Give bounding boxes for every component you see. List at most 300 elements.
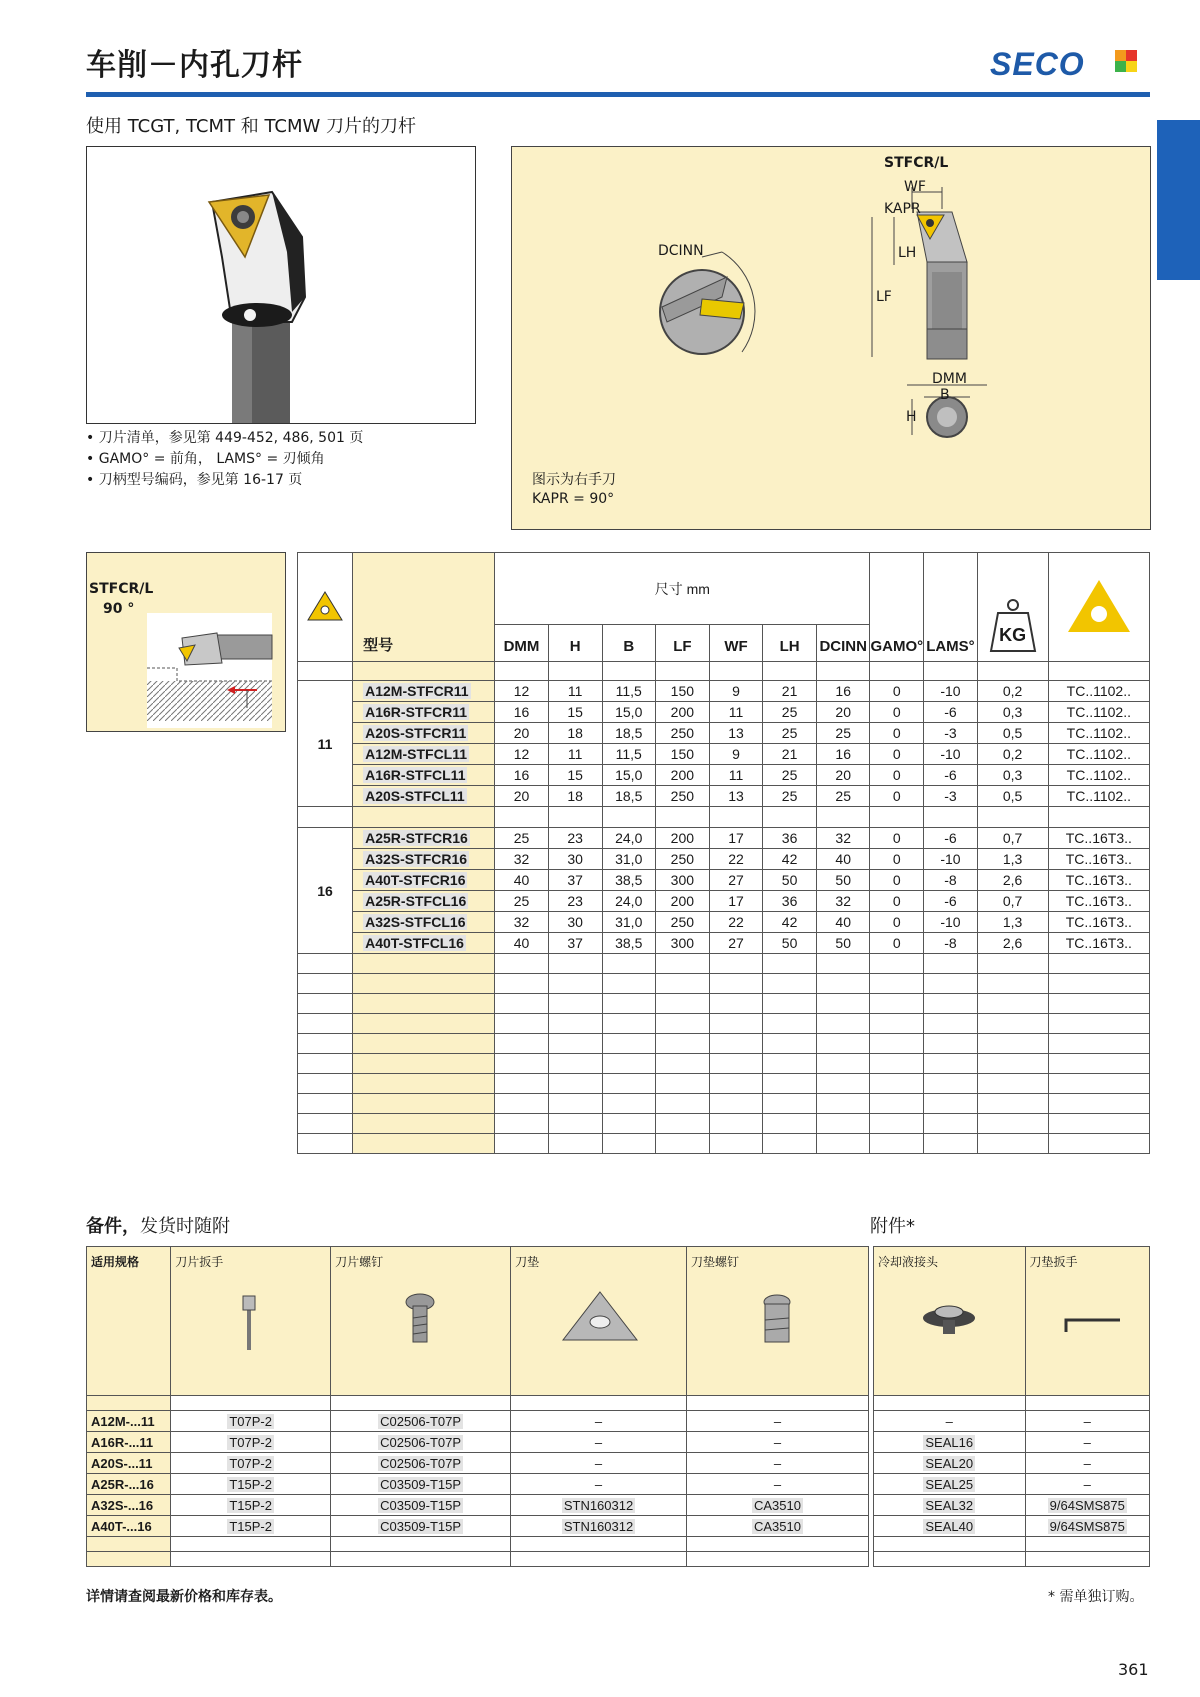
empty-cell <box>687 1552 869 1567</box>
table-cell: 30 <box>548 849 602 870</box>
table-cell: 50 <box>817 870 870 891</box>
kg-label: KG <box>999 625 1027 645</box>
part-code: T15P-2 <box>229 1476 272 1492</box>
model-cell <box>353 912 495 933</box>
part-code: C02506-T07P <box>380 1434 462 1450</box>
col-header: WF <box>709 625 762 662</box>
header-rule <box>86 92 1150 97</box>
part-cell <box>1025 1411 1150 1432</box>
acc-header-size: 适用规格 <box>87 1247 171 1396</box>
empty-cell <box>763 1114 817 1134</box>
dim-b: B <box>940 387 950 403</box>
part-cell <box>171 1474 331 1495</box>
empty-cell <box>977 1034 1048 1054</box>
part-code: SEAL40 <box>925 1518 974 1534</box>
table-cell: 18,5 <box>602 723 655 744</box>
table-cell: 50 <box>763 870 817 891</box>
empty-cell <box>353 974 495 994</box>
empty-cell <box>655 1054 709 1074</box>
table-cell: 16 <box>495 702 548 723</box>
empty-cell <box>709 807 762 828</box>
table-cell: 40 <box>495 870 548 891</box>
part-code: – <box>1083 1476 1091 1492</box>
part-cell <box>687 1495 869 1516</box>
size-cell: A16R-...11 <box>87 1432 171 1453</box>
part-code: SEAL25 <box>925 1476 974 1492</box>
table-cell: -3 <box>924 723 977 744</box>
table-cell: 1,3 <box>977 912 1048 933</box>
part-code: – <box>594 1455 603 1471</box>
table-row <box>87 1516 869 1537</box>
empty-cell <box>709 974 762 994</box>
table-cell: 50 <box>763 933 817 954</box>
part-cell <box>331 1432 511 1453</box>
table-cell: TC..1102.. <box>1048 765 1149 786</box>
empty-cell <box>298 954 353 974</box>
empty-cell <box>548 954 602 974</box>
table-row <box>298 870 1150 891</box>
empty-cell <box>298 974 353 994</box>
part-cell <box>687 1516 869 1537</box>
acc-header-label: 冷却液接头 <box>878 1255 939 1269</box>
table-cell: 200 <box>655 702 709 723</box>
dim-lh: LH <box>898 245 917 261</box>
empty-cell <box>977 974 1048 994</box>
acc-header-label: 刀片扳手 <box>175 1255 224 1269</box>
table-cell: TC..16T3.. <box>1048 870 1149 891</box>
empty-cell <box>495 974 548 994</box>
empty-cell <box>655 1094 709 1114</box>
acc-header-shim-screw <box>687 1247 869 1396</box>
empty-cell <box>655 1014 709 1034</box>
empty-cell <box>817 1034 870 1054</box>
empty-cell <box>495 954 548 974</box>
empty-cell <box>817 1074 870 1094</box>
empty-cell <box>763 1034 817 1054</box>
table-cell: 15 <box>548 765 602 786</box>
empty-cell <box>353 1054 495 1074</box>
empty-cell <box>817 1094 870 1114</box>
table-cell: 11,5 <box>602 744 655 765</box>
part-cell <box>874 1432 1026 1453</box>
table-cell: 21 <box>763 744 817 765</box>
empty-cell <box>817 807 870 828</box>
table-row <box>298 933 1150 954</box>
table-cell: 250 <box>655 723 709 744</box>
empty-cell <box>331 1552 511 1567</box>
part-cell <box>331 1453 511 1474</box>
empty-cell <box>709 1094 762 1114</box>
empty-cell <box>709 994 762 1014</box>
empty-cell <box>924 1034 977 1054</box>
spacer-row <box>298 974 1150 994</box>
model-cell <box>353 786 495 807</box>
part-code: C03509-T15P <box>380 1476 462 1492</box>
empty-cell <box>709 662 762 681</box>
empty-cell <box>977 1114 1048 1134</box>
part-cell <box>1025 1474 1150 1495</box>
empty-cell <box>709 1034 762 1054</box>
table-cell: 24,0 <box>602 828 655 849</box>
table-cell: 0 <box>870 681 924 702</box>
empty-cell <box>817 662 870 681</box>
model-code: A32S-STFCR16 <box>365 851 468 867</box>
model-code: A20S-STFCR11 <box>365 725 467 741</box>
model-code: A25R-STFCR16 <box>365 830 468 846</box>
table-cell: TC..16T3.. <box>1048 912 1149 933</box>
table-cell: 20 <box>495 786 548 807</box>
part-cell <box>331 1474 511 1495</box>
empty-cell <box>687 1396 869 1411</box>
table-cell: TC..16T3.. <box>1048 891 1149 912</box>
orientation-sketch <box>87 553 285 731</box>
table-cell: 0 <box>870 912 924 933</box>
table-cell: 42 <box>763 849 817 870</box>
part-code: T15P-2 <box>229 1497 272 1513</box>
table-cell: 13 <box>709 723 762 744</box>
empty-cell <box>763 994 817 1014</box>
table-row <box>87 1432 869 1453</box>
empty-cell <box>817 1054 870 1074</box>
table-row <box>298 828 1150 849</box>
empty-cell <box>655 954 709 974</box>
table-cell: 15,0 <box>602 702 655 723</box>
part-code: SEAL32 <box>925 1497 974 1513</box>
spacer-row <box>87 1537 869 1552</box>
table-cell: 42 <box>763 912 817 933</box>
table-cell: 25 <box>763 765 817 786</box>
table-row <box>87 1495 869 1516</box>
empty-cell <box>655 1034 709 1054</box>
table-cell: 11 <box>548 744 602 765</box>
empty-cell <box>709 1054 762 1074</box>
empty-cell <box>548 1094 602 1114</box>
table-row <box>874 1474 1150 1495</box>
empty-cell <box>709 1134 762 1154</box>
table-cell: 0 <box>870 933 924 954</box>
empty-cell <box>298 1134 353 1154</box>
table-cell: 15 <box>548 702 602 723</box>
table-cell: 200 <box>655 891 709 912</box>
panel-label: STFCR/L <box>89 581 154 597</box>
triangle-insert-icon <box>305 589 345 623</box>
part-code: C03509-T15P <box>380 1497 462 1513</box>
empty-cell <box>763 807 817 828</box>
empty-cell <box>1048 1074 1149 1094</box>
table-cell: 0,2 <box>977 681 1048 702</box>
table-cell: 15,0 <box>602 765 655 786</box>
empty-cell <box>548 1034 602 1054</box>
col-header: LF <box>655 625 709 662</box>
empty-cell <box>495 1134 548 1154</box>
empty-cell <box>298 1114 353 1134</box>
empty-cell <box>817 1114 870 1134</box>
empty-cell <box>924 1094 977 1114</box>
empty-cell <box>655 807 709 828</box>
empty-cell <box>602 1094 655 1114</box>
table-cell: 27 <box>709 933 762 954</box>
empty-cell <box>171 1537 331 1552</box>
part-code: T07P-2 <box>229 1455 272 1471</box>
table-cell: 11,5 <box>602 681 655 702</box>
part-code: STN160312 <box>563 1497 634 1513</box>
spacer-row <box>298 994 1150 1014</box>
empty-cell <box>511 1552 687 1567</box>
table-row <box>87 1453 869 1474</box>
table-cell: 11 <box>548 681 602 702</box>
table-cell: 16 <box>817 681 870 702</box>
table-cell: 38,5 <box>602 870 655 891</box>
empty-cell <box>655 1114 709 1134</box>
table-cell: 25 <box>763 723 817 744</box>
accessories-table <box>873 1246 1150 1567</box>
table-cell: 32 <box>817 891 870 912</box>
spacer-row <box>298 1074 1150 1094</box>
table-cell: 0,5 <box>977 786 1048 807</box>
table-cell: 21 <box>763 681 817 702</box>
table-cell: 18 <box>548 786 602 807</box>
part-code: T07P-2 <box>229 1413 272 1429</box>
empty-cell <box>1048 807 1149 828</box>
table-cell: 16 <box>817 744 870 765</box>
weight-header <box>977 553 1048 662</box>
empty-cell <box>298 662 353 681</box>
table-row <box>298 744 1150 765</box>
empty-cell <box>298 1074 353 1094</box>
col-header: GAMO° <box>870 553 924 662</box>
part-code: – <box>1083 1455 1091 1471</box>
table-cell: 25 <box>495 828 548 849</box>
table-row <box>874 1432 1150 1453</box>
table-cell: -3 <box>924 786 977 807</box>
shim-icon <box>515 1270 681 1360</box>
table-cell: 50 <box>817 933 870 954</box>
part-cell <box>511 1516 687 1537</box>
empty-cell <box>602 662 655 681</box>
col-header: LH <box>763 625 817 662</box>
table-cell: 9 <box>709 744 762 765</box>
empty-cell <box>87 1537 171 1552</box>
part-cell <box>687 1474 869 1495</box>
table-cell: -8 <box>924 870 977 891</box>
model-code: A20S-STFCL11 <box>365 788 465 804</box>
table-cell: 20 <box>817 765 870 786</box>
empty-cell <box>602 1054 655 1074</box>
empty-cell <box>298 1014 353 1034</box>
empty-cell <box>602 807 655 828</box>
brand-square-icon <box>1115 50 1137 72</box>
part-cell <box>511 1474 687 1495</box>
empty-cell <box>924 807 977 828</box>
table-cell: 250 <box>655 849 709 870</box>
table-cell: -6 <box>924 891 977 912</box>
empty-cell <box>655 974 709 994</box>
table-cell: 13 <box>709 786 762 807</box>
empty-cell <box>353 662 495 681</box>
empty-cell <box>548 662 602 681</box>
empty-cell <box>924 974 977 994</box>
model-cell <box>353 744 495 765</box>
empty-cell <box>548 1074 602 1094</box>
empty-cell <box>763 1054 817 1074</box>
empty-cell <box>817 994 870 1014</box>
empty-cell <box>977 954 1048 974</box>
table-cell: 23 <box>548 891 602 912</box>
empty-cell <box>874 1537 1026 1552</box>
table-cell: 25 <box>495 891 548 912</box>
empty-cell <box>548 994 602 1014</box>
diagram-label: STFCR/L <box>884 155 949 171</box>
page-title: 车削－内孔刀杆 <box>86 48 303 83</box>
empty-cell <box>977 807 1048 828</box>
table-row <box>298 891 1150 912</box>
empty-cell <box>870 807 924 828</box>
empty-cell <box>924 1054 977 1074</box>
screw-icon <box>335 1270 505 1360</box>
empty-cell <box>870 1014 924 1034</box>
empty-cell <box>602 994 655 1014</box>
empty-cell <box>171 1552 331 1567</box>
table-cell: 0 <box>870 828 924 849</box>
model-code: A40T-STFCL16 <box>365 935 464 951</box>
part-code: CA3510 <box>754 1518 801 1534</box>
dim-dcinn: DCINN <box>658 243 704 259</box>
empty-cell <box>870 1054 924 1074</box>
table-cell: 24,0 <box>602 891 655 912</box>
torx-key-icon <box>175 1270 325 1360</box>
part-cell <box>687 1453 869 1474</box>
empty-cell <box>977 1054 1048 1074</box>
model-code: A40T-STFCR16 <box>365 872 466 888</box>
table-row <box>298 723 1150 744</box>
part-code: – <box>773 1455 782 1471</box>
part-code: – <box>594 1476 603 1492</box>
part-cell <box>171 1453 331 1474</box>
spacer-row <box>87 1552 869 1567</box>
table-cell: 36 <box>763 891 817 912</box>
table-cell: 37 <box>548 870 602 891</box>
dim-lf: LF <box>876 289 892 305</box>
empty-cell <box>977 1014 1048 1034</box>
empty-cell <box>353 994 495 1014</box>
table-cell: 17 <box>709 828 762 849</box>
table-row <box>874 1411 1150 1432</box>
spacer-row <box>298 1014 1150 1034</box>
part-cell <box>171 1516 331 1537</box>
part-code: T07P-2 <box>229 1434 272 1450</box>
size-cell: A40T-...16 <box>87 1516 171 1537</box>
acc-header-label: 刀片螺钉 <box>335 1255 384 1269</box>
empty-cell <box>331 1396 511 1411</box>
table-cell: -6 <box>924 702 977 723</box>
spacer-row <box>298 1034 1150 1054</box>
empty-cell <box>763 1014 817 1034</box>
table-cell: 18,5 <box>602 786 655 807</box>
empty-cell <box>870 1134 924 1154</box>
empty-cell <box>655 662 709 681</box>
table-cell: 12 <box>495 681 548 702</box>
empty-cell <box>495 1074 548 1094</box>
table-cell: TC..1102.. <box>1048 723 1149 744</box>
table-cell: 25 <box>763 702 817 723</box>
model-code: A12M-STFCR11 <box>365 683 469 699</box>
part-cell <box>331 1495 511 1516</box>
table-cell: 2,6 <box>977 870 1048 891</box>
table-row <box>874 1495 1150 1516</box>
part-code: 9/64SMS875 <box>1049 1497 1125 1513</box>
empty-cell <box>977 994 1048 1014</box>
table-cell: -10 <box>924 912 977 933</box>
table-row <box>298 681 1150 702</box>
table-cell: 2,6 <box>977 933 1048 954</box>
empty-cell <box>353 1094 495 1114</box>
acc-header-label: 刀垫螺钉 <box>691 1255 740 1269</box>
empty-cell <box>87 1396 171 1411</box>
table-cell: 300 <box>655 933 709 954</box>
part-code: – <box>773 1476 782 1492</box>
empty-cell <box>924 1134 977 1154</box>
note-item: • 刀柄型号编码，参见第 16-17 页 <box>86 470 363 491</box>
empty-cell <box>977 1134 1048 1154</box>
table-cell: 300 <box>655 870 709 891</box>
table-cell: 0,3 <box>977 702 1048 723</box>
table-cell: 18 <box>548 723 602 744</box>
table-cell: 22 <box>709 912 762 933</box>
acc-header-insert-key <box>171 1247 331 1396</box>
table-cell: 25 <box>817 723 870 744</box>
diagram-kapr-note: KAPR = 90° <box>532 491 615 507</box>
part-code: – <box>773 1434 782 1450</box>
table-cell: TC..16T3.. <box>1048 849 1149 870</box>
empty-cell <box>495 1034 548 1054</box>
empty-cell <box>1048 1094 1149 1114</box>
empty-cell <box>817 974 870 994</box>
empty-cell <box>874 1396 1026 1411</box>
insert-shape-header <box>298 553 353 662</box>
part-code: 9/64SMS875 <box>1049 1518 1125 1534</box>
empty-cell <box>655 1134 709 1154</box>
empty-cell <box>1048 662 1149 681</box>
empty-cell <box>870 662 924 681</box>
empty-cell <box>870 994 924 1014</box>
empty-cell <box>548 1054 602 1074</box>
table-cell: 32 <box>817 828 870 849</box>
table-row <box>298 786 1150 807</box>
empty-cell <box>495 1094 548 1114</box>
acc-header-label: 刀垫扳手 <box>1029 1255 1078 1269</box>
table-row <box>87 1474 869 1495</box>
empty-cell <box>495 1014 548 1034</box>
table-cell: 0,5 <box>977 723 1048 744</box>
part-cell <box>171 1495 331 1516</box>
empty-cell <box>353 1114 495 1134</box>
model-code: A32S-STFCL16 <box>365 914 466 930</box>
empty-cell <box>924 662 977 681</box>
model-cell <box>353 849 495 870</box>
table-cell: 31,0 <box>602 849 655 870</box>
table-cell: 0 <box>870 723 924 744</box>
table-cell: -6 <box>924 765 977 786</box>
acc-header-shim <box>511 1247 687 1396</box>
empty-cell <box>874 1552 1026 1567</box>
table-row <box>298 912 1150 933</box>
table-cell: 37 <box>548 933 602 954</box>
part-cell <box>874 1474 1026 1495</box>
empty-cell <box>687 1537 869 1552</box>
empty-cell <box>924 954 977 974</box>
table-cell: 11 <box>709 702 762 723</box>
empty-cell <box>763 954 817 974</box>
